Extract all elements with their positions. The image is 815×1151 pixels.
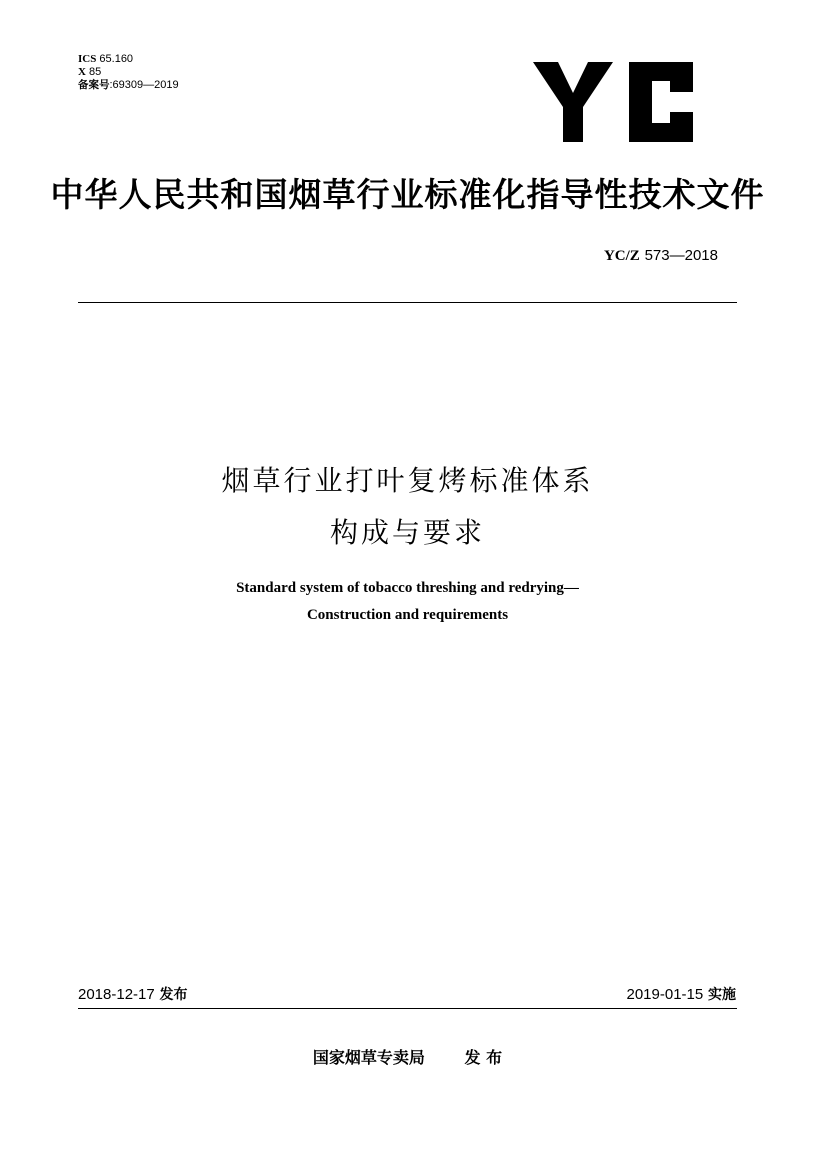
logo-letter-c: [629, 62, 693, 142]
title-cn-line2: 构成与要求: [329, 516, 485, 549]
standard-number: [604, 246, 718, 265]
class-value: 85: [89, 66, 102, 78]
implement-date-value: 2019-01-15: [626, 986, 704, 1003]
class-line: [78, 66, 179, 79]
implement-date: [626, 984, 736, 1004]
title-en-line1: Standard system of tobacco threshing and redrying—: [236, 580, 579, 596]
document-series-title: 中华人民共和国烟草行业标准化指导性技术文件: [50, 175, 765, 214]
title-en-line2: Construction and requirements: [306, 607, 509, 623]
ics-line: [78, 53, 179, 66]
filing-label: 备案号: [78, 79, 110, 91]
top-divider: [78, 302, 737, 303]
yc-logo: [533, 62, 693, 142]
standard-year-number: 573—2018: [644, 247, 718, 264]
implement-date-word: 实施: [708, 987, 736, 1003]
filing-line: [78, 79, 179, 92]
logo-letter-y: [533, 62, 613, 142]
filing-value: :69309—2019: [109, 79, 179, 91]
publisher-name: 国家烟草专卖局: [312, 1048, 425, 1067]
bottom-divider: [78, 1008, 737, 1009]
standard-code: YC/Z: [603, 248, 640, 264]
issue-date: [78, 984, 188, 1004]
title-cn-line1: 烟草行业打叶复烤标准体系: [221, 464, 594, 497]
class-label: X: [78, 66, 86, 78]
publisher-action: 发 布: [464, 1048, 503, 1067]
ics-value: 65.160: [99, 53, 134, 65]
publisher-line: [0, 1045, 815, 1068]
issue-date-value: 2018-12-17: [78, 986, 155, 1003]
classification-block: [78, 53, 179, 92]
issue-date-word: 发布: [159, 987, 188, 1003]
ics-label: ICS: [78, 53, 97, 65]
